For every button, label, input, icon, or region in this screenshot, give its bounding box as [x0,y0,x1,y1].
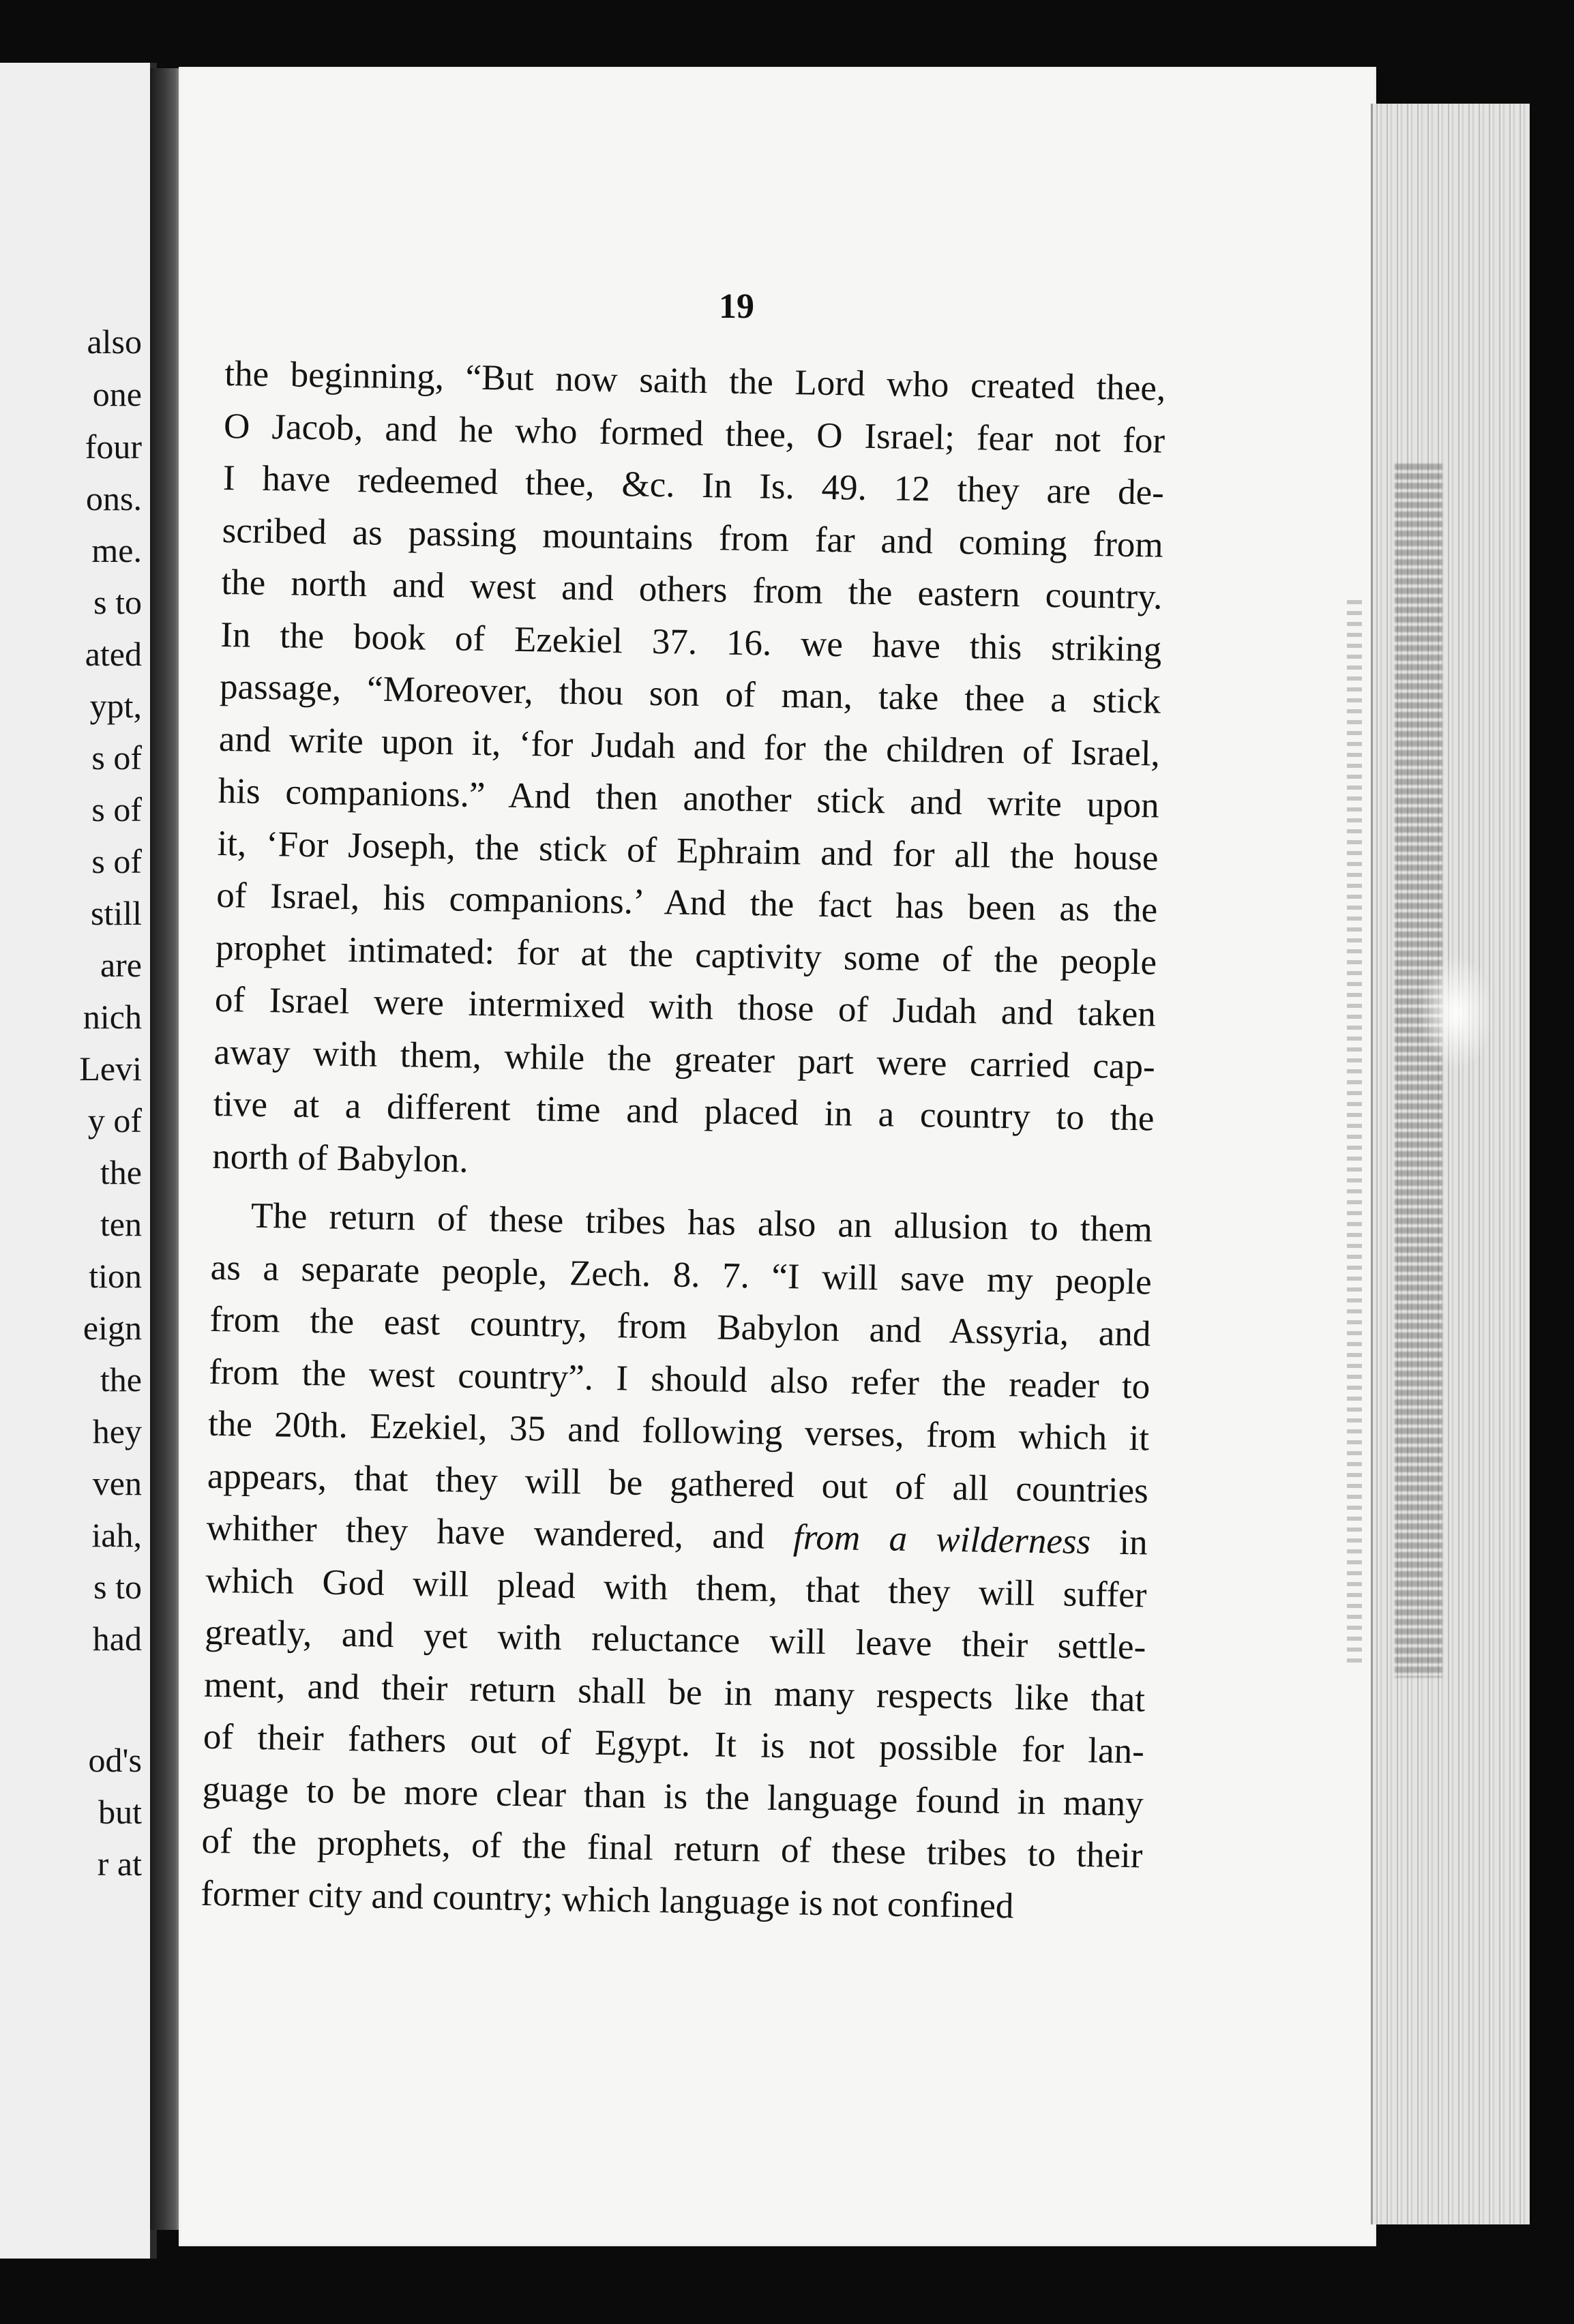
library-stamp-mark [1395,464,1442,1678]
previous-page-text-fragment: r at [97,1845,142,1883]
text-line: of their fathers out of Egypt. It is not possible for lan- [203,1716,1145,1772]
text-line: former city and country; which language is not confined [200,1873,1014,1926]
text-line: of the prophets, of the final return of these tribes to their [201,1821,1143,1876]
text-line: I have redeemed thee, &c. In Is. 49. 12 they are de- [222,458,1165,513]
line-text: in [1118,1522,1148,1563]
previous-page-edge [0,63,157,2259]
previous-page-text-fragment: iah, [91,1516,142,1554]
text-line: O Jacob, and he who formed thee, O Israel; fear not for [223,406,1165,461]
text-line: north of Babylon. [211,1136,469,1180]
text-line: the north and west and others from the eastern country. [221,562,1163,617]
bleed-through-mark [1347,600,1362,1664]
text-line: prophet intimated: for at the captivity some of the people [215,927,1157,983]
previous-page-text-fragment: the [100,1153,142,1191]
previous-page-text-fragment: s to [93,1568,142,1606]
text-line: ment, and their return shall be in many respects like that [203,1665,1146,1719]
text-line: guage to be more clear than is the language found in many [202,1769,1144,1823]
previous-page-text-fragment: s of [91,790,142,829]
previous-page-text-fragment: eign [83,1309,142,1347]
previous-page-text-fragment: still [90,894,142,932]
previous-page-text-fragment: one [92,375,142,413]
text-line: and write upon it, ‘for Judah and for the children of Israel, [218,719,1161,774]
previous-page-text-fragment: tion [89,1257,142,1295]
body-text [201,348,1166,1934]
text-line: passage, “Moreover, thou son of man, take thee a stick [219,666,1161,721]
previous-page-text-fragment: also [87,323,142,361]
previous-page-text-fragment: me. [91,531,142,569]
previous-page-text-fragment: Levi [79,1049,142,1088]
italic-phrase: from a wilderness [792,1517,1091,1562]
previous-page-text-fragment: are [100,946,142,984]
previous-page-text-fragment: ten [100,1205,142,1243]
previous-page-text-fragment: nich [83,998,142,1036]
previous-page-text-fragment: ven [92,1464,142,1502]
line-text: whither they have wandered, and [206,1508,765,1557]
text-line: as a separate people, Zech. 8. 7. “I will save my people [210,1247,1153,1302]
text-line: In the book of Ezekiel 37. 16. we have this striking [220,614,1162,670]
previous-page-text-fragment: ypt, [89,687,142,725]
page-number: 19 [719,287,754,326]
previous-page-text-fragment: had [92,1620,142,1658]
text-line: scribed as passing mountains from far and coming from [222,510,1164,565]
text-line: the beginning, “But now saith the Lord who created thee, [224,353,1166,408]
text-line: away with them, while the greater part were carried cap- [213,1032,1156,1087]
text-line: from the west country”. I should also refer the reader to [208,1352,1150,1406]
previous-page-text-fragment: ated [85,635,142,673]
text-line: greatly, and yet with reluctance will leave their settle- [204,1612,1146,1667]
text-line: which God will plead with them, that they will suffer [205,1560,1147,1615]
paragraph-1 [212,348,1166,1197]
text-line: the 20th. Ezekiel, 35 and following verses, from which it [207,1403,1150,1459]
text-line: his companions.” And then another stick and write upon [218,771,1160,826]
previous-page-text-fragment: four [85,428,142,466]
previous-page-text-fragment: s of [91,842,142,880]
text-line: The return of these tribes has also an allusion to them [250,1195,1153,1250]
previous-page-text-fragment: s to [93,583,142,621]
paper-blemish [1419,955,1494,1071]
previous-page-text-fragment: the [100,1360,142,1399]
paragraph-2 [201,1189,1153,1935]
previous-page-text-fragment: od's [88,1741,142,1779]
text-line: appears, that they will be gathered out of all countries [207,1456,1149,1510]
previous-page-text-fragment: s of [91,739,142,777]
previous-page-text-fragment: hey [92,1412,142,1450]
previous-page-text-fragment: y of [87,1101,142,1139]
text-line: it, ‘For Joseph, the stick of Ephraim and for all the house [217,823,1159,878]
text-line: from the east country, from Babylon and Assyria, and [209,1299,1151,1354]
previous-page-text-fragment: ons. [86,479,142,518]
text-line: of Israel, his companions.’ And the fact has been as the [216,875,1158,930]
previous-page-text-fragment: but [98,1793,142,1831]
text-line: tive at a different time and placed in a country to the [213,1084,1155,1139]
text-line: of Israel were intermixed with those of Judah and taken [214,979,1157,1034]
